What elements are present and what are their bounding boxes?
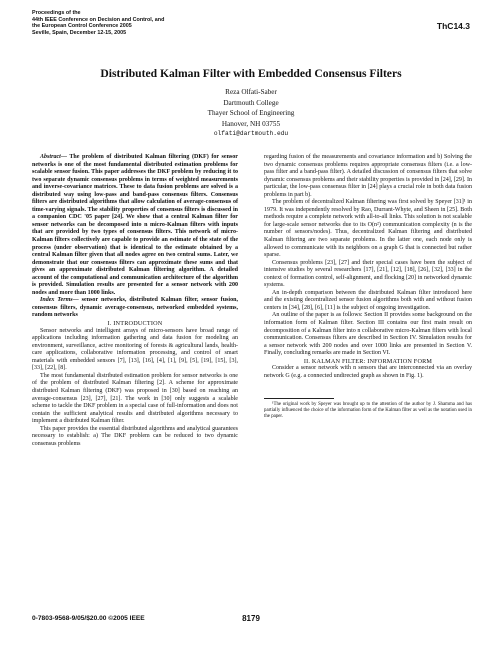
paragraph: Sensor networks and intelligent arrays of micro-sensors have broad range of applications including information gathering and data fusion for modeling an environment, surveillance, active monitoring of forests & agricultural lands, health-care applications, collaborative information processing, and control of smart materials with embedded sensors [7], [13], [16], [4], [1], [9], [5], [19], [15], [3], [33], [22], [8]. [32,327,238,372]
affiliation-1: Dartmouth College [223,98,279,107]
abstract [32,154,238,297]
paragraph: This paper provides the essential distributed algorithms and analytical guarantees necessary to establish: a) The DKF problem can be reduced to two dynamic consensus problems [32,425,238,447]
paragraph: regarding fusion of the measurements and covariance information and b) Solving the two dynamic consensus problems requires appropriate consensus filters (i.e. a low-pass filter and a band-pass filter). A detailed discussion of consensus filters that solve dynamic consensus problems and their stability properties is provided in [24], [29]. In particular, the low-pass consensus filter in [24] plays a crucial role in both data fusion problems in part b). [264,154,472,198]
paper-title: Distributed Kalman Filter with Embedded Consensus Filters [100,67,402,80]
conference-line: 44th IEEE Conference on Decision and Control, and [32,16,165,23]
paragraph: The most fundamental distributed estimation problem for sensor networks is one of the problem of distributed Kalman filtering [2]. A scheme for approximate distributed Kalman filtering (DKF) was proposed in [30] based on reaching an average-consensus [23], [27], [21]. The work in [30] only suggests a scalable scheme to tackle the DKF problem in a special case of full-information and does not contain the sufficient analytical results and distributed algorithms necessary to implement a distributed Kalman filter. [32,372,238,425]
paragraph: Consider a sensor network with n sensors that are interconnected via an overlay network G (e.g. a connected undirected graph as shown in Fig. 1). [264,365,472,379]
index-terms-text: — sensor networks, distributed Kalman filter, sensor fusion, consensus filters, dynamic average-consensus, networked embedded systems, random networks [32,297,238,319]
isbn-copyright: 0-7803-9568-9/05/$20.00 ©2005 IEEE [32,615,145,622]
paragraph: Consensus problems [23], [27] and their special cases have been the subject of intensive studies by several researchers [17], [21], [12], [18], [26], [32], [33] in the context of formation control, self-alignment, and flocking [20] in networked dynamic systems. [264,259,472,289]
proceedings-header [32,10,272,36]
paragraph: The problem of decentralized Kalman filtering was first solved by Speyer [31]¹ in 1979. It was independently resolved by Rao, Durrant-Whyte, and Sheen in [25]. Both methods require a complete network with all-to-all links. This solution is not scalable for large-scale sensor networks due to its O(n²) communication complexity (n is the number of sensors/nodes). Thus, decentralized Kalman filtering and distributed Kalman filtering are two separate problems. In the latter one, each node only is allowed to communicate with its neighbors on a graph G that is connected but rather sparse. [264,199,472,259]
footnote-rule [264,398,334,399]
author-block [0,87,502,140]
index-terms-lead: Index Terms [40,297,73,304]
section-heading-introduction: I. INTRODUCTION [107,320,163,328]
footnote: ¹The original work by Speyer was brought up to the attention of the author by J. Shamma and has partially influenced the choice of the information form of the Kalman filter as well as the notation used in the paper. [264,402,472,420]
abstract-text: — The problem of distributed Kalman filtering (DKF) for sensor networks is one of the most fundamental distributed estimation problems for scalable sensor fusion. This paper addresses the DKF problem by reducing it to two separate dynamic consensus problems in terms of weighted measurements and inverse-covariance matrices. These to data fusion problems are solved is a distributed way using low-pass and band-pass consensus filters. Consensus filters are distributed algorithms that allow calculation of average-consensus of time-varying signals. The stability properties of consensus filters is discussed in a companion CDC '05 paper [24]. We show that a central Kalman filter for sensor networks can be decomposed into n micro-Kalman filters with inputs that are provided by two types of consensus filters. This network of micro-Kalman filters collectively are capable to provide an estimate of the state of the process (under observation) that is identical to the estimate obtained by a central Kalman filter given that all nodes agree on two central sums. Later, we demonstrate that our consensus filters can approximate these sums and that gives an approximate distributed Kalman filtering algorithm. A detailed account of the computational and communication architecture of the algorithm is provided. Simulation results are presented for a sensor network with 200 nodes and more than 1000 links. [32,154,238,296]
section-heading-kalman: II. KALMAN FILTER: INFORMATION FORM [303,357,433,365]
page-number: 8179 [242,614,260,623]
author-name: Reza Olfati-Saber [225,88,277,96]
affiliation-2: Thayer School of Engineering [207,109,295,118]
conference-line-2: the European Control Conference 2005 [32,23,132,30]
author-email: olfati@dartmouth.edu [213,130,289,138]
author-address: Hanover, NH 03755 [221,119,281,128]
session-code: ThC14.3 [436,21,470,31]
right-column [264,154,472,420]
index-terms [32,297,238,320]
proceedings-line: Proceedings of the [32,10,81,16]
left-column [32,154,238,448]
paragraph: An outline of the paper is as follows: Section II provides some background on the information form of Kalman filter. Section III contains our first main result on decomposition of a Kalman filter into n collaborative micro-Kalman filters with local communication. Consensus filters are described in Section IV. Simulation results for a sensor network with 200 nodes and over 1000 links are presented in Section V. Finally, concluding remarks are made in Section VI. [264,312,472,357]
location-date-line: Seville, Spain, December 12-15, 2005 [32,29,127,36]
paragraph: An in-depth comparison between the distributed Kalman filter introduced here and the existing decentralized sensor fusion algorithms both with and without fusion centers in [34], [28], [6], [11] is the subject of ongoing investigation. [264,289,472,311]
abstract-lead: Abstract [40,154,61,160]
